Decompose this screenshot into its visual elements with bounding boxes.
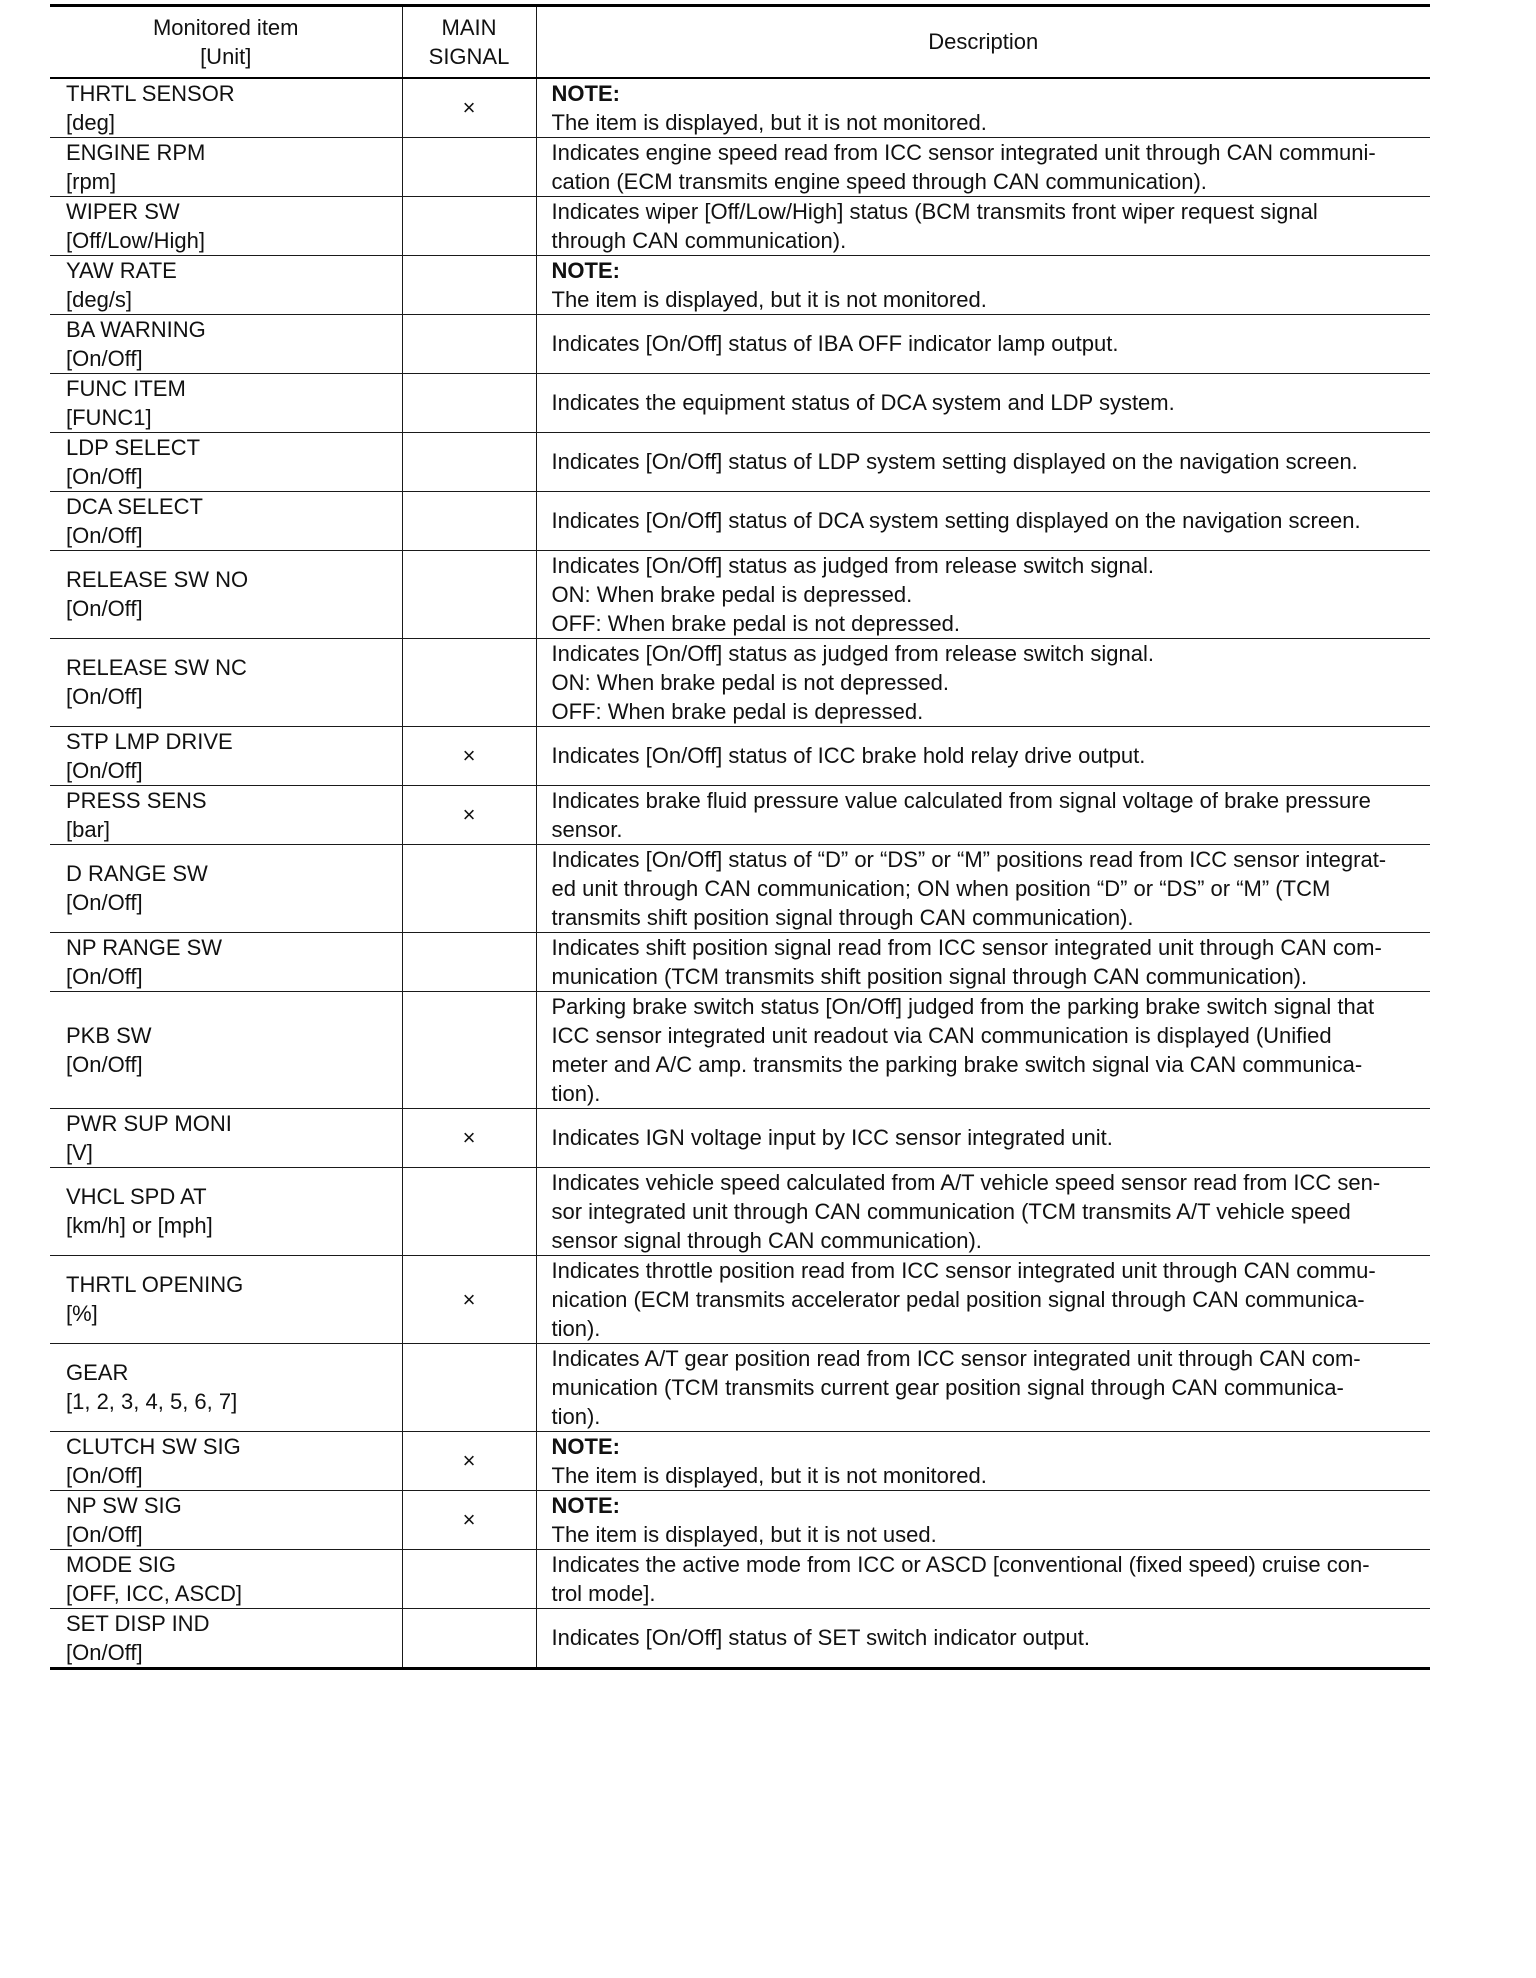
table-row [50,638,1430,726]
main-signal-cell [402,1343,536,1431]
header-unit-label: [Unit] [200,43,252,69]
monitored-item-cell [50,255,402,314]
note-label: NOTE: [551,1492,620,1518]
table-row [50,1343,1430,1431]
item-unit: [Off/Low/High] [66,227,205,253]
description-cell [536,550,1430,638]
item-name: THRTL OPENING [66,1272,244,1297]
description-line: Indicates the active mode from ICC or ASCD [conventional (fixed speed) cruise con- [551,1551,1370,1577]
description-line: Indicates [On/Off] status of IBA OFF indicator lamp output. [551,331,1119,356]
item-unit: [FUNC1] [66,404,152,430]
description-line: ON: When brake pedal is not depressed. [551,669,949,695]
monitored-item-cell [50,373,402,432]
description-line: Indicates [On/Off] status of ICC brake hold relay drive output. [551,743,1146,768]
main-signal-mark: × [462,802,476,827]
description-line: munication (TCM transmits shift position signal through CAN communication). [551,963,1308,989]
header-signal-label: SIGNAL [428,43,510,69]
description-cell [536,1431,1430,1490]
item-name: LDP SELECT [66,434,201,460]
item-name: GEAR [66,1360,129,1385]
table-row [50,196,1430,255]
main-signal-cell [402,726,536,785]
main-signal-mark: × [462,1125,476,1150]
item-name: SET DISP IND [66,1610,210,1636]
main-signal-mark: × [462,95,476,120]
description-line: transmits shift position signal through CAN communication). [551,904,1134,930]
main-signal-cell [402,1608,536,1668]
description-line: sensor. [551,816,623,842]
table-row [50,1108,1430,1167]
table-row [50,491,1430,550]
table-row [50,785,1430,844]
item-unit: [rpm] [66,168,117,194]
item-unit: [On/Off] [66,890,143,915]
main-signal-cell [402,1108,536,1167]
item-name: STP LMP DRIVE [66,728,233,754]
description-line: Indicates IGN voltage input by ICC sensor integrated unit. [551,1125,1113,1150]
main-signal-cell [402,638,536,726]
description-cell [536,137,1430,196]
description-cell [536,432,1430,491]
table-row [50,1431,1430,1490]
item-name: MODE SIG [66,1551,177,1577]
main-signal-cell [402,1167,536,1255]
description-cell [536,844,1430,932]
item-unit: [On/Off] [66,1521,143,1547]
table-row [50,1490,1430,1549]
table-header-row [50,6,1430,78]
description-cell [536,1108,1430,1167]
monitored-item-cell [50,78,402,138]
main-signal-cell [402,1490,536,1549]
description-cell [536,491,1430,550]
description-cell [536,1608,1430,1668]
description-line: Indicates vehicle speed calculated from A/T vehicle speed sensor read from ICC sen- [551,1169,1381,1195]
monitored-item-cell [50,1431,402,1490]
description-line: Indicates [On/Off] status as judged from release switch signal. [551,640,1154,666]
main-signal-cell [402,491,536,550]
item-name: BA WARNING [66,316,206,342]
item-name: RELEASE SW NC [66,655,247,680]
note-label: NOTE: [551,1433,620,1459]
description-cell [536,78,1430,138]
description-line: munication (TCM transmits current gear position signal through CAN communica- [551,1374,1344,1400]
description-cell [536,1549,1430,1608]
main-signal-cell [402,314,536,373]
description-cell [536,785,1430,844]
item-unit: [On/Off] [66,1462,143,1488]
note-label: NOTE: [551,80,620,106]
note-label: NOTE: [551,257,620,283]
main-signal-cell [402,432,536,491]
table-row [50,932,1430,991]
description-line: Indicates engine speed read from ICC sensor integrated unit through CAN communi- [551,139,1376,165]
monitored-item-cell [50,1255,402,1343]
description-cell [536,255,1430,314]
description-line: through CAN communication). [551,227,847,253]
monitored-item-cell [50,726,402,785]
monitored-item-cell [50,1167,402,1255]
description-line: trol mode]. [551,1580,656,1606]
table-row [50,1255,1430,1343]
item-name: NP SW SIG [66,1492,182,1518]
description-line: Indicates brake fluid pressure value calculated from signal voltage of brake pressure [551,787,1371,813]
description-line: ON: When brake pedal is depressed. [551,581,913,607]
description-line: The item is displayed, but it is not monitored. [551,1462,987,1488]
monitored-item-cell [50,432,402,491]
item-unit: [On/Off] [66,522,143,548]
header-description-label: Description [928,29,1039,55]
item-unit: [On/Off] [66,345,143,371]
description-line: tion). [551,1403,601,1429]
main-signal-mark: × [462,1286,476,1312]
description-cell [536,726,1430,785]
item-name: THRTL SENSOR [66,80,235,106]
description-line: ed unit through CAN communication; ON when position “D” or “DS” or “M” (TCM [551,875,1331,901]
main-signal-cell [402,844,536,932]
description-cell [536,1255,1430,1343]
description-cell [536,196,1430,255]
main-signal-mark: × [462,1507,476,1532]
monitored-item-cell [50,314,402,373]
monitored-item-cell [50,1608,402,1668]
item-unit: [On/Off] [66,684,143,709]
description-line: tion). [551,1080,601,1106]
description-line: Parking brake switch status [On/Off] judged from the parking brake switch signal that [551,993,1375,1019]
main-signal-cell [402,373,536,432]
monitored-item-cell [50,1343,402,1431]
description-cell [536,1490,1430,1549]
item-name: FUNC ITEM [66,375,186,401]
table-row [50,1167,1430,1255]
item-unit: [1, 2, 3, 4, 5, 6, 7] [66,1389,238,1414]
header-description [536,6,1430,78]
item-name: WIPER SW [66,198,180,224]
table-row [50,726,1430,785]
monitored-item-cell [50,1549,402,1608]
table-row [50,255,1430,314]
table-row [50,550,1430,638]
main-signal-cell [402,991,536,1108]
item-unit: [deg/s] [66,286,133,312]
table-row [50,991,1430,1108]
monitored-item-cell [50,844,402,932]
item-name: ENGINE RPM [66,139,206,165]
description-cell [536,991,1430,1108]
description-line: tion). [551,1315,601,1341]
description-cell [536,314,1430,373]
item-unit: [On/Off] [66,963,143,989]
main-signal-cell [402,1255,536,1343]
header-monitored-item [50,6,402,78]
main-signal-cell [402,137,536,196]
item-name: PRESS SENS [66,787,207,813]
description-cell [536,373,1430,432]
monitored-item-cell [50,1108,402,1167]
main-signal-cell [402,550,536,638]
monitored-item-cell [50,638,402,726]
description-line: OFF: When brake pedal is depressed. [551,698,924,724]
description-line: Indicates [On/Off] status of LDP system setting displayed on the navigation screen. [551,449,1358,474]
main-signal-cell [402,196,536,255]
description-cell [536,1343,1430,1431]
item-unit: [deg] [66,109,115,135]
item-name: YAW RATE [66,257,177,283]
item-unit: [OFF, ICC, ASCD] [66,1580,243,1606]
table-row [50,432,1430,491]
item-name: PKB SW [66,1022,152,1048]
description-line: ICC sensor integrated unit readout via CAN communication is displayed (Unified [551,1022,1332,1048]
description-line: Indicates throttle position read from ICC sensor integrated unit through CAN commu- [551,1257,1376,1283]
table-row [50,1549,1430,1608]
item-unit: [On/Off] [66,757,143,783]
description-line: OFF: When brake pedal is not depressed. [551,610,960,636]
main-signal-cell [402,932,536,991]
main-signal-cell [402,255,536,314]
description-line: cation (ECM transmits engine speed through CAN communication). [551,168,1207,194]
table-row [50,78,1430,138]
table-row [50,844,1430,932]
item-unit: [%] [66,1301,98,1326]
description-line: sor integrated unit through CAN communication (TCM transmits A/T vehicle speed [551,1198,1351,1224]
description-line: Indicates [On/Off] status of SET switch indicator output. [551,1625,1090,1650]
monitored-item-cell [50,137,402,196]
table-row [50,373,1430,432]
table-row [50,314,1430,373]
item-unit: [V] [66,1139,93,1165]
description-line: Indicates A/T gear position read from ICC sensor integrated unit through CAN com- [551,1345,1361,1371]
item-name: D RANGE SW [66,861,208,886]
description-line: Indicates shift position signal read from ICC sensor integrated unit through CAN com- [551,934,1382,960]
item-name: CLUTCH SW SIG [66,1433,241,1459]
description-line: Indicates [On/Off] status as judged from release switch signal. [551,552,1154,578]
item-unit: [On/Off] [66,1639,143,1665]
main-signal-cell [402,1549,536,1608]
item-unit: [On/Off] [66,463,143,489]
description-cell [536,638,1430,726]
item-name: NP RANGE SW [66,934,223,960]
description-line: The item is displayed, but it is not used. [551,1521,937,1547]
table-row [50,137,1430,196]
monitored-item-cell [50,196,402,255]
description-line: sensor signal through CAN communication). [551,1227,982,1253]
item-unit: [km/h] or [mph] [66,1213,213,1238]
monitored-item-cell [50,932,402,991]
item-name: DCA SELECT [66,493,203,519]
header-monitored-item-label: Monitored item [152,14,299,40]
table-row [50,1608,1430,1668]
monitored-item-cell [50,491,402,550]
main-signal-cell [402,78,536,138]
item-unit: [bar] [66,816,111,842]
description-line: Indicates [On/Off] status of “D” or “DS” or “M” positions read from ICC sensor integrat- [551,846,1387,872]
header-main-signal [402,6,536,78]
description-line: The item is displayed, but it is not monitored. [551,109,987,135]
description-line: nication (ECM transmits accelerator pedal position signal through CAN communica- [551,1286,1365,1312]
main-signal-cell [402,785,536,844]
description-line: Indicates [On/Off] status of DCA system setting displayed on the navigation screen. [551,508,1361,533]
item-unit: [On/Off] [66,596,143,621]
description-line: meter and A/C amp. transmits the parking brake switch signal via CAN communica- [551,1051,1363,1077]
monitored-item-cell [50,785,402,844]
description-line: Indicates wiper [Off/Low/High] status (BCM transmits front wiper request signal [551,198,1318,224]
description-cell [536,1167,1430,1255]
main-signal-mark: × [462,743,476,768]
main-signal-cell [402,1431,536,1490]
item-name: PWR SUP MONI [66,1110,232,1136]
item-unit: [On/Off] [66,1051,143,1077]
main-signal-mark: × [462,1448,476,1473]
header-main-label: MAIN [441,14,497,40]
monitored-item-cell [50,550,402,638]
item-name: RELEASE SW NO [66,567,249,592]
description-line: The item is displayed, but it is not monitored. [551,286,987,312]
item-name: VHCL SPD AT [66,1184,207,1209]
monitor-item-table [50,4,1430,1670]
table-body [50,78,1430,1669]
monitored-item-cell [50,1490,402,1549]
monitored-item-cell [50,991,402,1108]
description-cell [536,932,1430,991]
description-line: Indicates the equipment status of DCA system and LDP system. [551,390,1175,415]
